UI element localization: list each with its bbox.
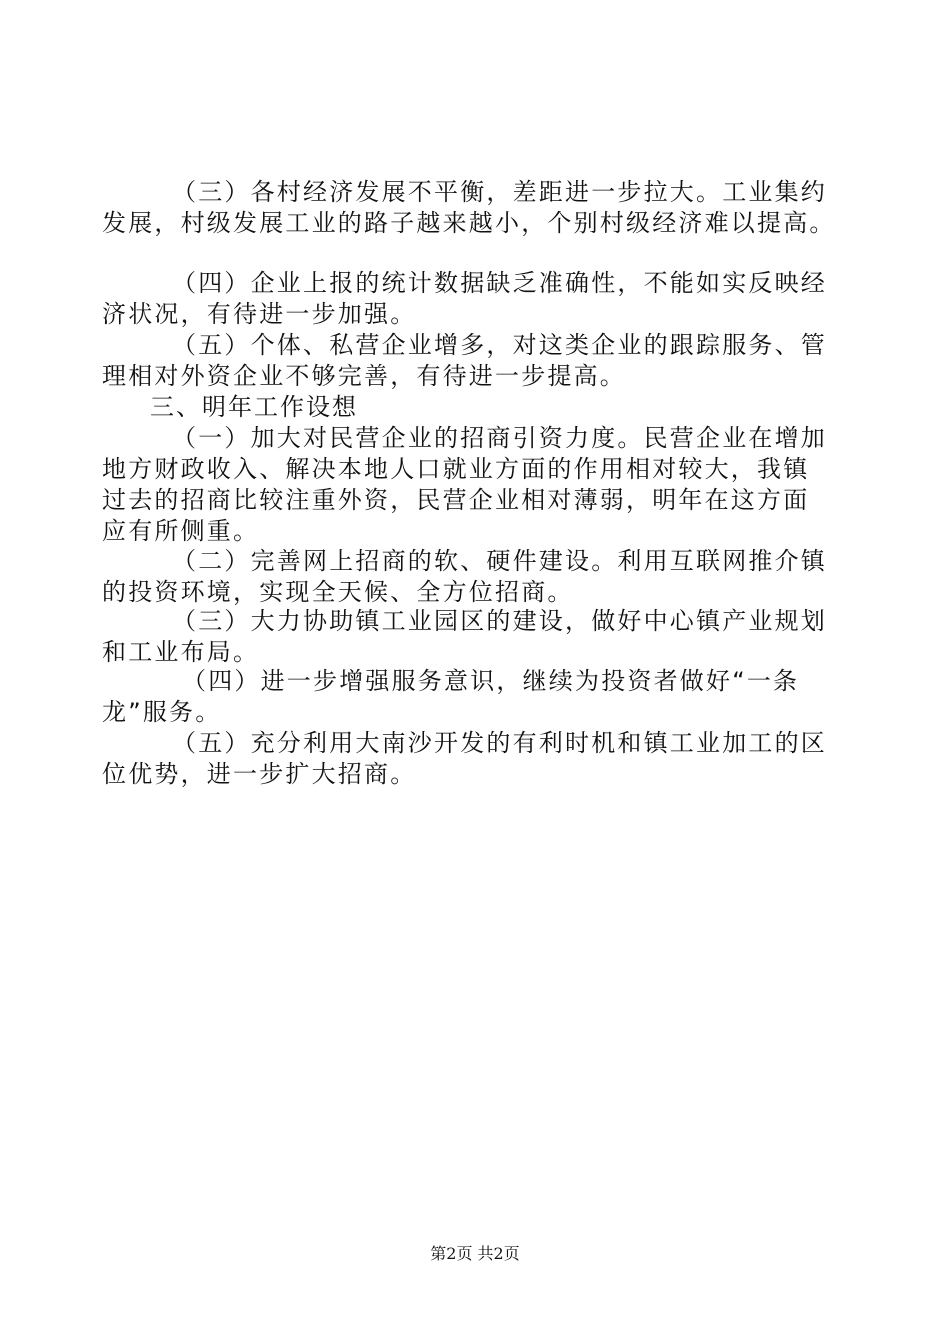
- paragraph-line: （五）充分利用大南沙开发的有利时机和镇工业加工的区: [172, 729, 827, 757]
- paragraph-line: 发展，村级发展工业的路子越来越小，个别村级经济难以提高。: [102, 209, 836, 237]
- paragraph-line: （三）各村经济发展不平衡，差距进一步拉大。工业集约: [172, 178, 827, 206]
- paragraph-line: 济状况，有待进一步加强。: [102, 300, 417, 328]
- paragraph-line: （四）企业上报的统计数据缺乏准确性，不能如实反映经: [172, 269, 827, 297]
- paragraph-line: 的投资环境，实现全天候、全方位招商。: [102, 578, 574, 606]
- paragraph-line: 龙”服务。: [102, 698, 222, 726]
- paragraph-line: 位优势，进一步扩大招商。: [102, 760, 417, 788]
- paragraph-line: （三）大力协助镇工业园区的建设，做好中心镇产业规划: [172, 607, 827, 635]
- page-number-footer: 第2页 共2页: [430, 1244, 520, 1263]
- paragraph-line: （五）个体、私营企业增多，对这类企业的跟踪服务、管: [172, 331, 827, 359]
- paragraph-line: 和工业布局。: [102, 638, 260, 666]
- paragraph-line: 理相对外资企业不够完善，有待进一步提高。: [102, 362, 626, 390]
- paragraph-line: 应有所侧重。: [102, 517, 260, 545]
- paragraph-line: （二）完善网上招商的软、硬件建设。利用互联网推介镇: [172, 547, 827, 575]
- paragraph-line: （四）进一步增强服务意识，继续为投资者做好“一条: [182, 667, 800, 695]
- section-heading: 三、明年工作设想: [150, 393, 358, 421]
- paragraph-line: （一）加大对民营企业的招商引资力度。民营企业在增加: [172, 424, 827, 452]
- paragraph-line: 过去的招商比较注重外资，民营企业相对薄弱，明年在这方面: [102, 486, 810, 514]
- paragraph-line: 地方财政收入、解决本地人口就业方面的作用相对较大，我镇: [102, 455, 810, 483]
